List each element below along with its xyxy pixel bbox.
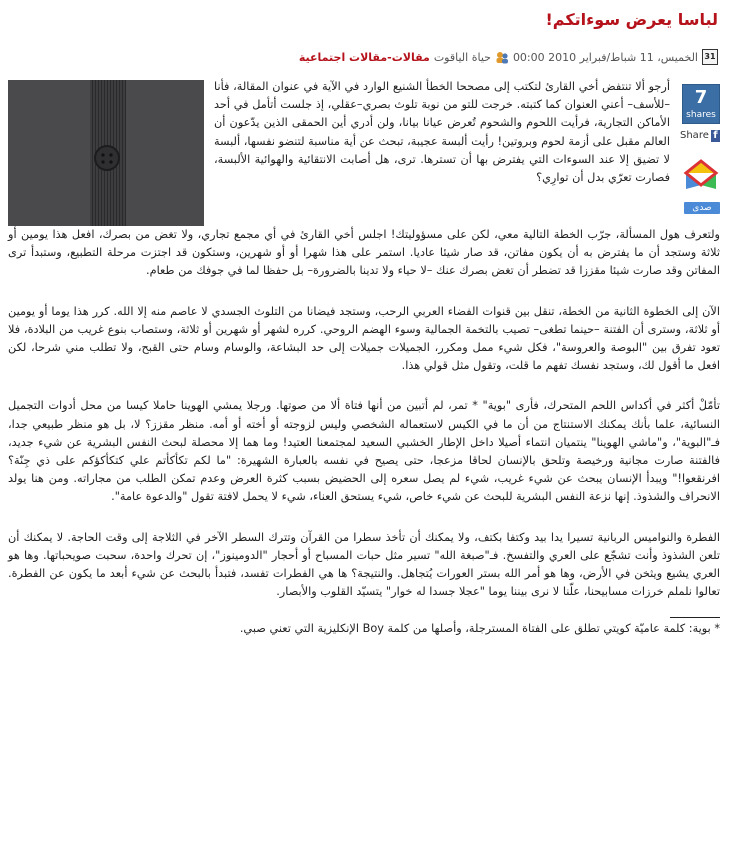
article-meta (12, 46, 718, 68)
facebook-share-button[interactable] (680, 127, 720, 145)
paragraph-4: تأمّلْ أكثر في أكداس اللحم المتحرك، فأرى "بوية" * تمر، لم أتبين من أنها فتاة ألا من صوتها. ورجلا يمشي الهوينا حاملا كيسا من محل أدوات التجميل النسائية، علما بأنك يمكنك الاستنتاج من أن ما في الكيس لاستعماله الشخصي وليس لزوجته أو أخته أو أمه. منظر مقزز؟ لا، بل هو منظر طبيعي جدا، فـ"البوية"، و"ماشي الهوينا" ينتميان انتماء أصيلا داخل الإطار الخشبي السعيد لمجتمعنا العتيد! وما هما إلا محصلة لبحث النفس البشرية عن شيء جديد، فالفتنة صارت مجانية ورخيصة وتلحق بالإنسان لحاقا مزعجا، حتى يصيح في نفسه بالعبارة الشهيرة: "ما لكم تكأكأتم علي كتكأكؤكم على ذي جِنّة؟ افرنقعوا!" ويبدأ الإنسان يبحث عن شيء غريب، شيء لم يصل سعره إلى الحضيض بسبب كثرة العرض وعدم تمكن الطلب من مجاراته. ومن هنا يولد الانحراف والشذوذ. إنها نزعة النفس البشرية للبحث عن شيء خاص، شيء يستحق العناء، شيء لا يحمل لافتة تقول "والدعوة عامة". (8, 399, 720, 504)
article-title[interactable]: لباسا يعرض سوءاتكم! (545, 10, 718, 29)
paragraph-3: الآن إلى الخطوة الثانية من الخطة، تنقل بين قنوات الفضاء العربي الرحب، وستجد فيضانا من التلوث الجسدي لا عاصم منه إلا الله. كرر هذا يوما أو يومين أو ثلاثة، وسترى أن الفتنة –حينما تطغى– تصيب بالتخمة الجمالية وسوء الهضم الروحي. كرره لشهر أو شهرين أو ثلاثة، وستصاب بنوع غريب من البلادة، فلا تعود تفرق بين "البوصة والعروسة"، فكل شيء ممل ومكرر، الجميلات جميلات إلى حد البشاعة، والوسام وسام حتى القبح، ولا تطلب مني شرحا، لكن افعل ما أقول لك، وستجد نفسك تفهم ما قلت، وتقول مثل قولي هذا. (8, 304, 720, 373)
article-body (8, 78, 720, 660)
google-buzz-icon (682, 159, 720, 193)
paragraph-1: أرجو ألا تنتفض أخي القارئ لتكتب إلى مصححا الخطأ الشنيع الوارد في الآية في عنوان المقالة، فأنا –للأسف– أعني العنوان كما كتبته. خرجت للتو من نوبة تلوث بصري–عقلي، إذ جلست أتأمل في أحد الأماكن التجارية، فرأيت اللحوم والشحوم تُعرض عيانا بيانا، ولن أدري أين الحمقى الذين يدّعون أن العالم مقبل على أزمة لحوم وبروتين! رأيت ألبسة عجيبة، تبحث عن أية مناسبة لتنضو نفسها، ألبسة لا تضيق إلا عند السوءات التي يفترض بها أن تسترها. ترى، هل أصابت الانتقائية والهوائية الألبسة، فصارت تعرّي بدل أن توارِي؟ (214, 80, 670, 185)
paragraph-2: ولتعرف هول المسألة، جرّب الخطة التالية معي، لكن على مسؤوليتك! اجلس أخي القارئ في أي مجمع تجاري، ولا تغض من بصرك، افعل هذا يومين أو ثلاثة وستجد أن ما يفترض به أن يكون مفاتن، قد صار شيئا عاديا. استمر على هذا شهرا أو أو شهرين، وستكون قد اجتزت مرحلة التطبيع، وستبدأ ترى المفاتن وقد صارت شيئا مقززا قد تضطر أن تغض بصرك عنك –لا حياء ولا تدينا بالضرورة– بل حفظا لما في جوفك من طعام. (8, 228, 720, 278)
share-count: 7 (694, 87, 708, 108)
footnote-divider (670, 617, 720, 618)
article-date: الخميس، 11 شباط/فبراير 2010 00:00 (512, 50, 698, 64)
buzz-label: صدى (684, 202, 720, 214)
article-photo-cardigan (8, 80, 204, 226)
share-count-label: shares (686, 110, 716, 120)
article-categories[interactable]: مقالات-مقالات اجتماعية (298, 50, 430, 64)
facebook-icon: f (711, 130, 720, 142)
footnote: * بوية: كلمة عاميّة كويتي تطلق على الفتاة المسترجلة، وأصلها من كلمة Boy الإنكليزية التي تعني صبي. (239, 622, 720, 636)
share-count-box[interactable] (682, 84, 720, 124)
share-label: Share (680, 130, 709, 141)
paragraph-5: الفطرة والنواميس الربانية تسيرا يدا بيد وكتفا بكتف، ولا يمكنك أن تأخذ سطرا من القرآن وتترك السطر الآخر في الثلاجة إلى وقت الحاجة. لا يمكنك أن تلعن الشذوذ وأنت تشجّع على العري والتفسخ. فـ"صبغة الله" تسير مثل حبات المسباح أو أحجار "الدومينوز"، إن تحرك واحدة، سحبت صويحباتها. وها هو العري يشيع ويثخن في الأرض، وها هو أمر الله بستر العورات يُتجاهل. والنتيجة؟ ها هي الفطرات تفسد، فتبدأ بالبحث عن شيء أبعد ما يكون عن الفطرة. تعالوا نلملم خرزات مسابيحنا، علّنا لا نرى بيننا يوما "عجلا جسدا له خوار" يتسيّد القلوب والأبصار. (8, 530, 720, 599)
buzz-button[interactable] (682, 159, 720, 214)
calendar-icon: 31 (702, 49, 718, 65)
author-icon (495, 50, 509, 64)
article-author[interactable]: حياة الياقوت (433, 50, 491, 64)
share-widget (680, 84, 720, 214)
